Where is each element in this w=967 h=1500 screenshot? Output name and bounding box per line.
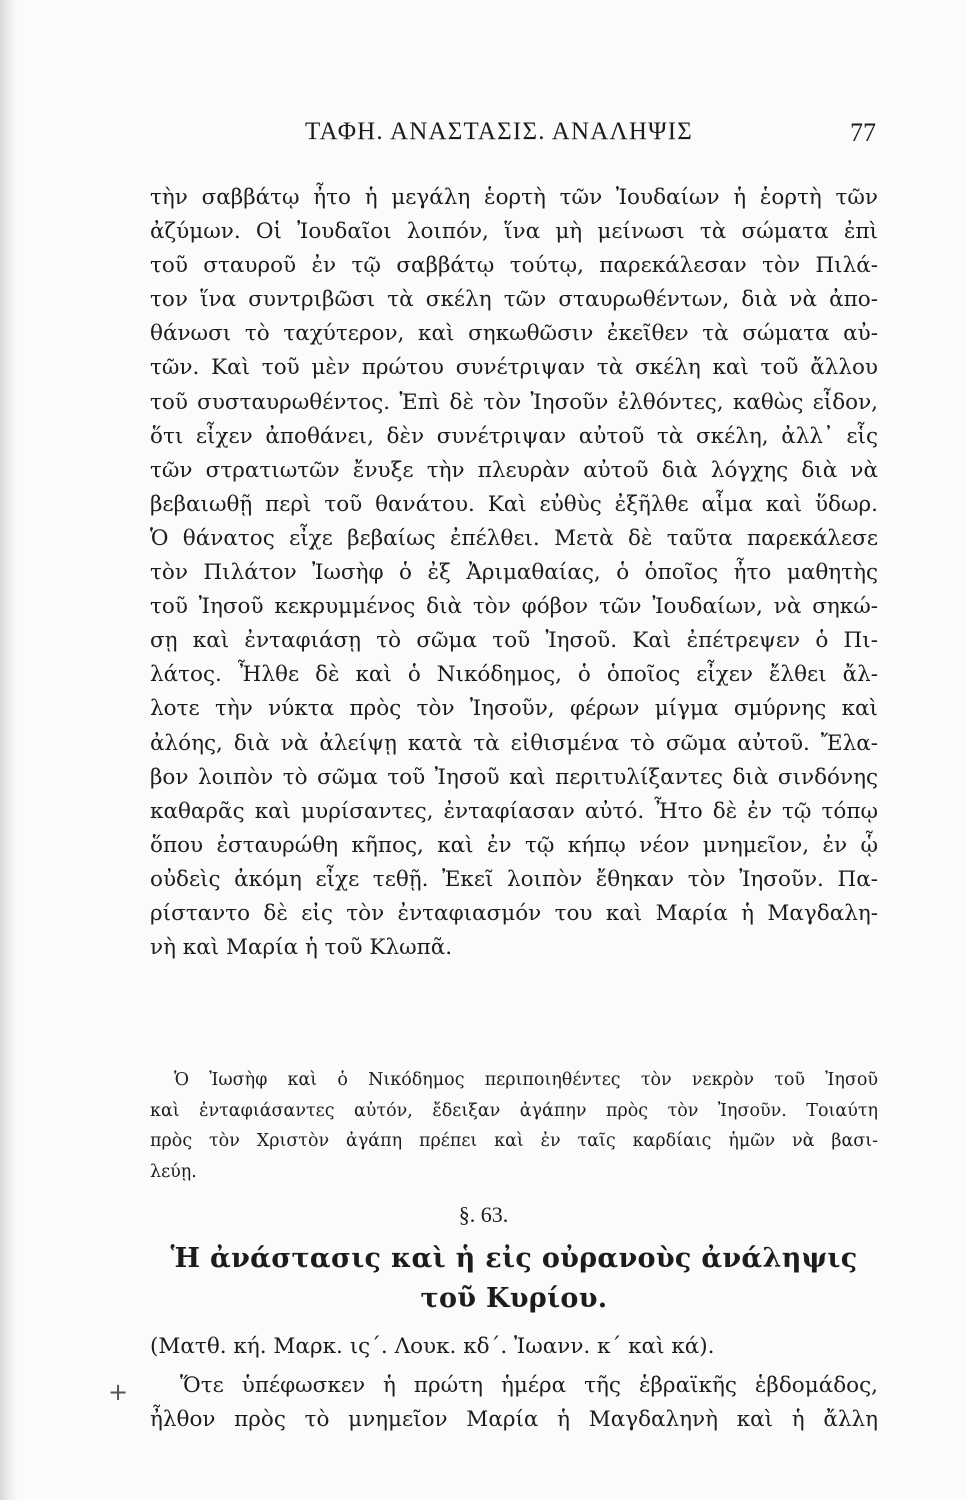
note-line: λεύῃ.	[150, 1161, 197, 1182]
text-line: ἀλόης, διὰ νὰ ἀλείψῃ κατὰ τὰ εἰθισμένα τὸ σῶμα αὐτοῦ. Ἔλα-	[150, 730, 878, 756]
text-line: θάνωσι τὸ ταχύτερον, καὶ σηκωθῶσιν ἐκεῖθεν τὰ σώματα αὐ-	[150, 321, 878, 347]
text-line: τῶν στρατιωτῶν ἔνυξε τὴν πλευρὰν αὐτοῦ διὰ λόγχης διὰ νὰ	[150, 457, 878, 483]
text-line: τὴν σαββάτῳ ἦτο ἡ μεγάλη ἑορτὴ τῶν Ἰουδαίων ἡ ἑορτὴ τῶν	[150, 185, 878, 210]
text-line: ρίσταντο δὲ εἰς τὸν ἐνταφιασμόν του καὶ Μαρία ἡ Μαγδαλη-	[150, 900, 878, 926]
moral-note	[150, 1065, 878, 1187]
note-line: καὶ ἐνταφιάσαντες αὐτόν, ἔδειξαν ἀγάπην πρὸς τὸν Ἰησοῦν. Τοιαύτη	[150, 1100, 878, 1121]
text-line: ὅτι εἶχεν ἀποθάνει, δὲν συνέτριψαν αὐτοῦ τὰ σκέλη, ἀλλ᾽ εἷς	[150, 423, 878, 449]
section-title: Ἡ ἀνάστασις καὶ ἡ εἰς οὐρανοὺς ἀνάληψις	[170, 1243, 858, 1274]
note-line: πρὸς τὸν Χριστὸν ἀγάπη πρέπει καὶ ἐν ταῖς καρδίαις ἡμῶν νὰ βασι-	[150, 1131, 878, 1151]
page-header	[150, 118, 880, 158]
margin-cross-mark: +	[108, 1378, 129, 1406]
text-line: ὅπου ἐσταυρώθη κῆπος, καὶ ἐν τῷ κήπῳ νέον μνημεῖον, ἐν ᾧ	[150, 832, 878, 858]
page-number: 77	[850, 118, 876, 147]
section-title-continued: τοῦ Κυρίου.	[420, 1283, 608, 1314]
note-line: Ὁ Ἰωσὴφ καὶ ὁ Νικόδημος περιποιηθέντες τὸν νεκρὸν τοῦ Ἰησοῦ	[174, 1070, 878, 1090]
scripture-references: (Ματθ. κή. Μαρκ. ις΄. Λουκ. κδ΄. Ἰωανν. κ΄ καὶ κά).	[150, 1334, 715, 1359]
section-text	[150, 1369, 878, 1437]
main-text	[150, 181, 878, 965]
page-binding-shadow	[0, 0, 18, 1500]
text-line: Ὅτε ὑπέφωσκεν ἡ πρώτη ἡμέρα τῆς ἑβραϊκῆς ἑβδομάδος,	[180, 1373, 878, 1398]
text-line: ἦλθον πρὸς τὸ μνημεῖον Μαρία ἡ Μαγδαληνὴ καὶ ἡ ἄλλη	[150, 1407, 878, 1433]
running-title: ΤΑΦΗ. ΑΝΑΣΤΑΣΙΣ. ΑΝΑΛΗΨΙΣ	[305, 118, 693, 145]
section-number: §. 63.	[458, 1202, 509, 1227]
text-line: τοῦ συσταυρωθέντος. Ἐπὶ δὲ τὸν Ἰησοῦν ἐλθόντες, καθὼς εἶδον,	[150, 389, 878, 415]
text-line: βεβαιωθῇ περὶ τοῦ θανάτου. Καὶ εὐθὺς ἐξῆλθε αἷμα καὶ ὕδωρ.	[150, 491, 878, 517]
text-line: τῶν. Καὶ τοῦ μὲν πρώτου συνέτριψαν τὰ σκέλη καὶ τοῦ ἄλλου	[150, 355, 878, 381]
text-line: νὴ καὶ Μαρία ἡ τοῦ Κλωπᾶ.	[150, 935, 453, 961]
text-line: Ὁ θάνατος εἶχε βεβαίως ἐπέλθει. Μετὰ δὲ ταῦτα παρεκάλεσε	[150, 525, 878, 551]
text-line: λάτος. Ἦλθε δὲ καὶ ὁ Νικόδημος, ὁ ὁποῖος εἶχεν ἔλθει ἄλ-	[150, 662, 878, 688]
text-line: τον ἵνα συντριβῶσι τὰ σκέλη τῶν σταυρωθέντων, διὰ νὰ ἀπο-	[150, 287, 878, 313]
text-line: καθαρᾶς καὶ μυρίσαντες, ἐνταφίασαν αὐτό. Ἦτο δὲ ἐν τῷ τόπῳ	[150, 798, 878, 824]
text-line: σῃ καὶ ἐνταφιάσῃ τὸ σῶμα τοῦ Ἰησοῦ. Καὶ ἐπέτρεψεν ὁ Πι-	[150, 628, 878, 654]
text-line: βον λοιπὸν τὸ σῶμα τοῦ Ἰησοῦ καὶ περιτυλίξαντες διὰ σινδόνης	[150, 764, 878, 790]
text-line: οὐδεὶς ἀκόμη εἶχε τεθῇ. Ἐκεῖ λοιπὸν ἔθηκαν τὸν Ἰησοῦν. Πα-	[150, 866, 878, 892]
text-line: τοῦ Ἰησοῦ κεκρυμμένος διὰ τὸν φόβον τῶν Ἰουδαίων, νὰ σηκώ-	[150, 594, 878, 620]
text-line: τοῦ σταυροῦ ἐν τῷ σαββάτῳ τούτῳ, παρεκάλεσαν τὸν Πιλά-	[150, 253, 878, 279]
text-line: ἀζύμων. Οἱ Ἰουδαῖοι λοιπόν, ἵνα μὴ μείνωσι τὰ σώματα ἐπὶ	[150, 219, 878, 245]
text-line: λοτε τὴν νύκτα πρὸς τὸν Ἰησοῦν, φέρων μίγμα σμύρνης καὶ	[150, 696, 878, 722]
text-line: τὸν Πιλάτον Ἰωσὴφ ὁ ἐξ Ἀριμαθαίας, ὁ ὁποῖος ἦτο μαθητὴς	[150, 560, 878, 586]
